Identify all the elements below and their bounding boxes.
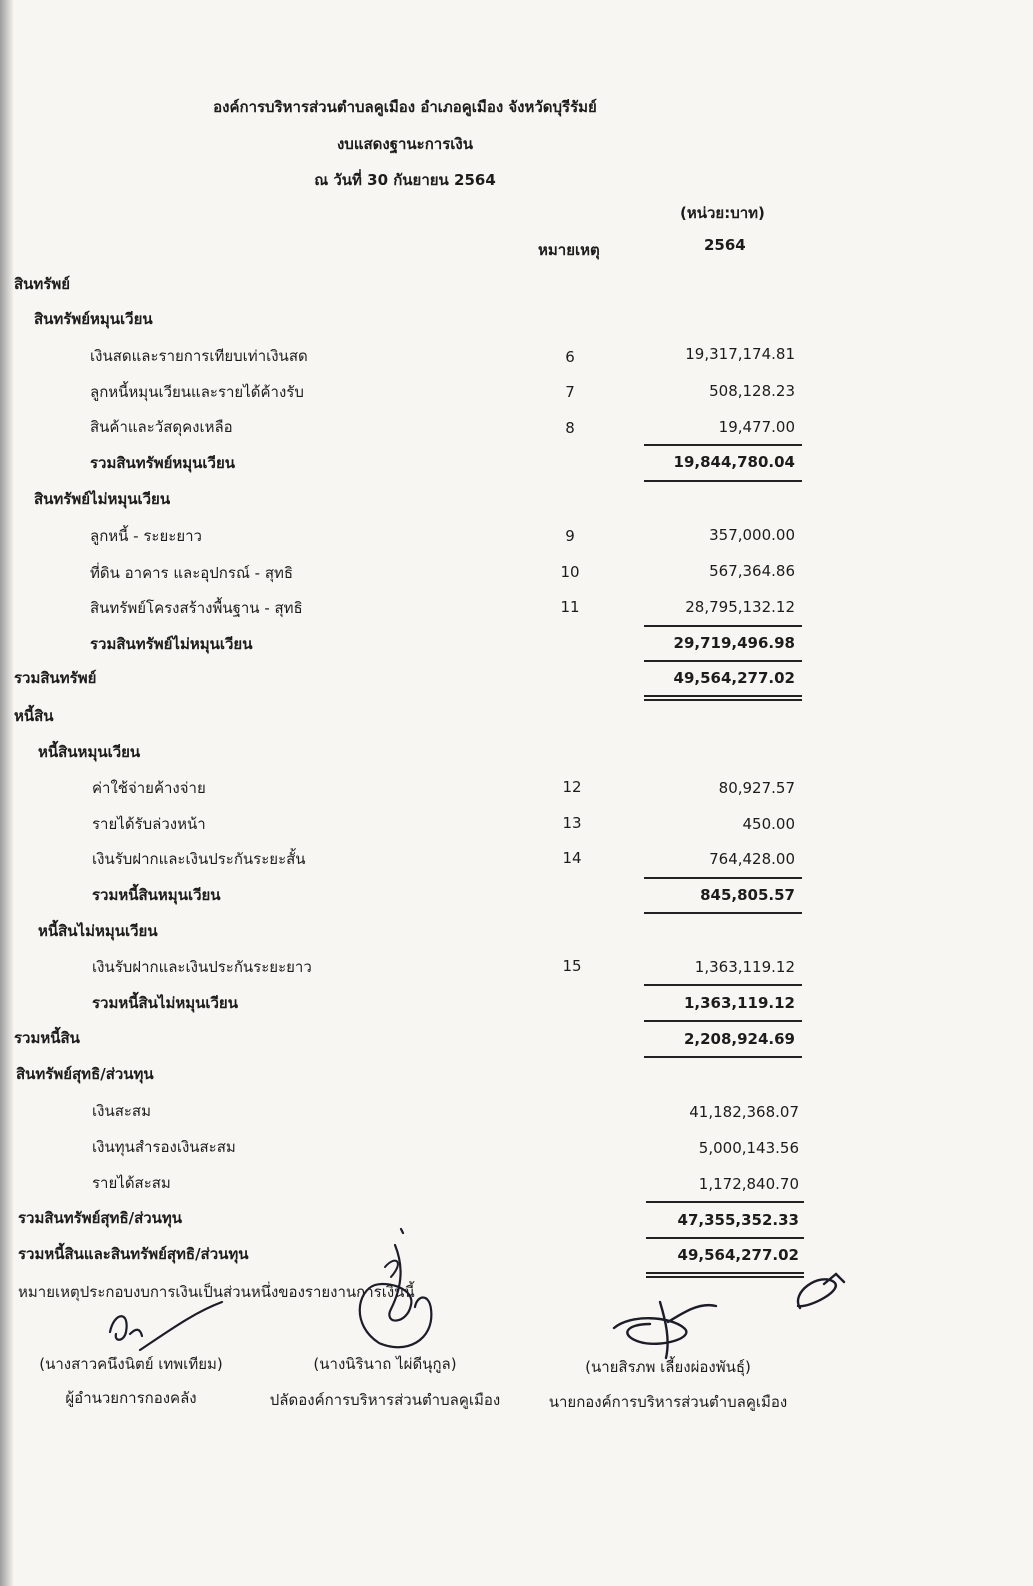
unit-label: (หน่วย:บาท) [680,204,765,222]
line-item-label: รายได้สะสม [92,1174,171,1192]
subtotal-amount: 19,844,780.04 [673,453,795,471]
signatory-1-title: ผู้อำนวยการกองคลัง [65,1389,197,1407]
line-item-amount: 1,172,840.70 [698,1175,799,1193]
subtotal-rule [644,660,802,662]
line-item-label: สินทรัพย์โครงสร้างพื้นฐาน - สุทธิ [90,599,303,617]
line-item-note: 12 [562,778,582,796]
total-assets-amount: 49,564,277.02 [673,669,795,687]
signatory-1-name: (นางสาวคนึงนิตย์ เทพเทียม) [39,1355,223,1373]
line-item-note: 10 [560,563,580,581]
line-item-note: 6 [565,348,575,366]
noncurrent-assets-heading: สินทรัพย์ไม่หมุนเวียน [34,490,171,508]
liabilities-heading: หนี้สิน [14,707,54,725]
double-rule [644,695,802,697]
page-edge-shadow [0,0,14,1586]
note-column-header: หมายเหตุ [538,241,600,259]
subtotal-rule [644,625,802,627]
subtotal-amount: 29,719,496.98 [673,634,795,652]
subtotal-amount: 845,805.57 [700,886,795,904]
footnote: หมายเหตุประกอบงบการเงินเป็นส่วนหนึ่งของรายงานการเงินนี้ [18,1283,415,1301]
statement-date: ณ วันที่ 30 กันยายน 2564 [314,171,496,189]
line-item-label: ที่ดิน อาคาร และอุปกรณ์ - สุทธิ [90,564,294,582]
subtotal-rule [646,1201,804,1203]
subtotal-rule [644,912,802,914]
subtotal-rule [644,984,802,986]
line-item-label: เงินสะสม [92,1102,151,1120]
line-item-amount: 80,927.57 [718,779,795,797]
equity-heading: สินทรัพย์สุทธิ/ส่วนทุน [16,1065,154,1083]
line-item-note: 15 [562,957,582,975]
signatory-2-name: (นางนิรินาถ ไผ่ดีนุกูล) [313,1355,457,1373]
line-item-label: เงินสดและรายการเทียบเท่าเงินสด [90,347,308,365]
year-column-header: 2564 [704,236,746,254]
signature-1 [100,1298,230,1358]
grand-total-amount: 49,564,277.02 [677,1246,799,1264]
line-item-amount: 764,428.00 [709,850,795,868]
assets-heading: สินทรัพย์ [14,275,71,293]
signature-3 [600,1262,860,1362]
line-item-amount: 19,317,174.81 [685,345,795,363]
total-liabilities-amount: 2,208,924.69 [683,1030,795,1048]
statement-title: งบแสดงฐานะการเงิน [336,135,473,153]
subtotal-rule [644,1020,802,1022]
total-assets-label: รวมสินทรัพย์ [14,669,97,687]
grand-total-label: รวมหนี้สินและสินทรัพย์สุทธิ/ส่วนทุน [18,1245,249,1263]
line-item-amount: 5,000,143.56 [698,1139,799,1157]
line-item-note: 9 [565,527,575,545]
subtotal-rule [644,1056,802,1058]
total-equity-label: รวมสินทรัพย์สุทธิ/ส่วนทุน [18,1209,183,1227]
subtotal-amount: 1,363,119.12 [683,994,795,1012]
subtotal-label: รวมสินทรัพย์หมุนเวียน [90,454,236,472]
total-liabilities-label: รวมหนี้สิน [14,1029,80,1047]
line-item-note: 14 [562,849,582,867]
line-item-amount: 450.00 [742,815,795,833]
line-item-amount: 41,182,368.07 [689,1103,799,1121]
line-item-label: ลูกหนี้หมุนเวียนและรายได้ค้างรับ [90,383,304,401]
subtotal-label: รวมหนี้สินหมุนเวียน [92,886,221,904]
current-liabilities-heading: หนี้สินหมุนเวียน [38,743,141,761]
signatory-3-name: (นายสิรภพ เลี้ยงผ่องพันธุ์) [585,1358,751,1376]
subtotal-rule [644,480,802,482]
line-item-label: เงินรับฝากและเงินประกันระยะสั้น [92,850,306,868]
noncurrent-liabilities-heading: หนี้สินไม่หมุนเวียน [38,922,158,940]
line-item-note: 11 [560,598,580,616]
line-item-amount: 1,363,119.12 [694,958,795,976]
line-item-amount: 28,795,132.12 [685,598,795,616]
line-item-note: 8 [565,419,575,437]
line-item-label: สินค้าและวัสดุคงเหลือ [90,418,233,436]
line-item-note: 13 [562,814,582,832]
total-equity-amount: 47,355,352.33 [677,1211,799,1229]
line-item-label: เงินรับฝากและเงินประกันระยะยาว [92,958,312,976]
subtotal-label: รวมสินทรัพย์ไม่หมุนเวียน [90,635,253,653]
line-item-label: รายได้รับล่วงหน้า [92,815,206,833]
line-item-amount: 567,364.86 [709,562,795,580]
line-item-amount: 357,000.00 [709,526,795,544]
line-item-amount: 19,477.00 [718,418,795,436]
line-item-label: ค่าใช้จ่ายค้างจ่าย [92,779,206,797]
signatory-3-title: นายกองค์การบริหารส่วนตำบลคูเมือง [548,1393,788,1411]
subtotal-label: รวมหนี้สินไม่หมุนเวียน [92,994,238,1012]
double-rule [644,699,802,701]
subtotal-rule [644,444,802,446]
signature-2 [345,1225,455,1355]
line-item-label: ลูกหนี้ - ระยะยาว [90,527,202,545]
current-assets-heading: สินทรัพย์หมุนเวียน [34,310,153,328]
subtotal-rule [644,877,802,879]
signatory-2-title: ปลัดองค์การบริหารส่วนตำบลคูเมือง [269,1391,501,1409]
line-item-note: 7 [565,383,575,401]
org-title: องค์การบริหารส่วนตำบลคูเมือง อำเภอคูเมือง จังหวัดบุรีรัมย์ [213,98,597,116]
line-item-amount: 508,128.23 [709,382,795,400]
subtotal-rule [646,1237,804,1239]
line-item-label: เงินทุนสำรองเงินสะสม [92,1138,236,1156]
